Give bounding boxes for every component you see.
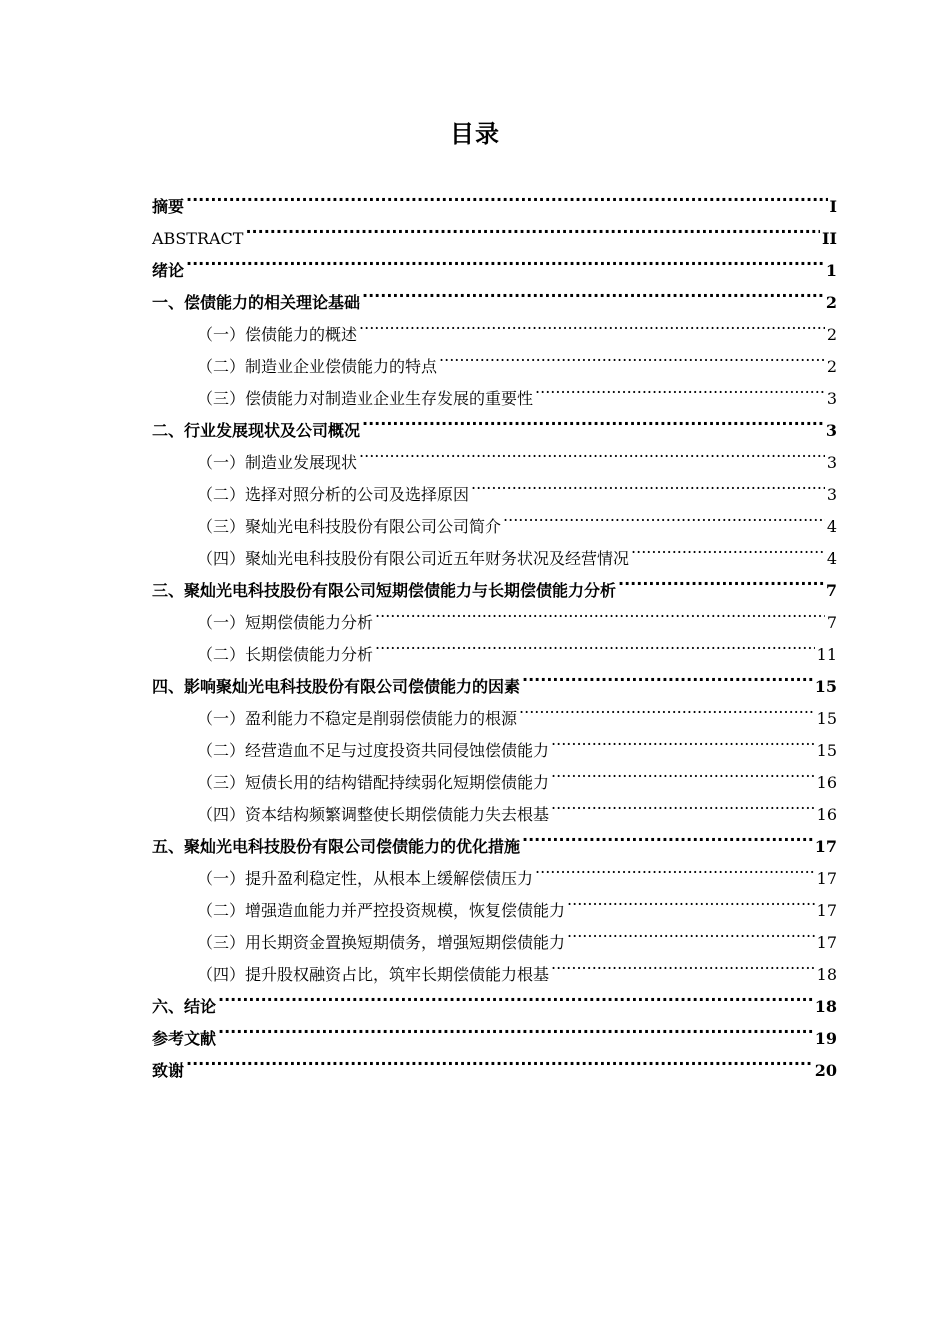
page-title: 目录 (450, 120, 500, 148)
toc-leader-dots (186, 180, 828, 212)
toc-page-number: 4 (826, 517, 837, 536)
toc-entry-label: （二）增强造血能力并严控投资规模，恢复偿债能力 (197, 901, 566, 920)
toc-page-number: 16 (816, 805, 837, 824)
toc-entry-label: （三）聚灿光电科技股份有限公司公司简介 (197, 517, 502, 536)
toc-entry-label: （四）聚灿光电科技股份有限公司近五年财务状况及经营情况 (197, 549, 630, 568)
toc-page-number: 15 (816, 709, 837, 728)
toc-entry-label: （一）短期偿债能力分析 (197, 613, 374, 632)
toc-page-number: 18 (814, 997, 837, 1016)
toc-entry[interactable] (152, 244, 837, 280)
toc-entry-label: 五、聚灿光电科技股份有限公司偿债能力的优化措施 (152, 837, 521, 856)
toc-leader-dots (522, 820, 813, 852)
toc-entry-label: （一）提升盈利稳定性，从根本上缓解偿债压力 (197, 869, 534, 888)
toc-entry-label: （一）制造业发展现状 (197, 453, 358, 472)
toc-leader-dots (503, 500, 825, 532)
toc-page-number: 17 (816, 901, 837, 920)
toc-leader-dots (567, 884, 815, 916)
toc-entry-label: （四）提升股权融资占比，筑牢长期偿债能力根基 (197, 965, 550, 984)
toc-page-number: 17 (816, 869, 837, 888)
toc-leader-dots (551, 724, 815, 756)
toc-entry-label: 二、行业发展现状及公司概况 (152, 421, 361, 440)
toc-leader-dots (551, 948, 815, 980)
toc-leader-dots (631, 532, 825, 564)
toc-page-number: 15 (816, 741, 837, 760)
toc-page-number: 2 (826, 357, 837, 376)
toc-entry-label: 四、影响聚灿光电科技股份有限公司偿债能力的因素 (152, 677, 521, 696)
table-of-contents (152, 180, 837, 1080)
toc-entry[interactable] (152, 980, 837, 1016)
toc-leader-dots (362, 276, 824, 308)
toc-leader-dots (359, 308, 825, 340)
toc-page-number: II (822, 229, 837, 248)
toc-leader-dots (186, 244, 824, 276)
toc-entry-label: ABSTRACT (152, 229, 244, 248)
toc-entry-label: （三）短债长用的结构错配持续弱化短期偿债能力 (197, 773, 550, 792)
toc-entry[interactable] (152, 180, 837, 216)
toc-page-number: 2 (825, 293, 837, 312)
toc-page-number: 3 (826, 453, 837, 472)
toc-leader-dots (535, 852, 815, 884)
toc-entry-label: （二）制造业企业偿债能力的特点 (197, 357, 438, 376)
toc-entry-label: 摘要 (152, 197, 185, 216)
toc-page-number: 3 (826, 485, 837, 504)
toc-entry-label: （二）选择对照分析的公司及选择原因 (197, 485, 470, 504)
toc-entry-label: 一、偿债能力的相关理论基础 (152, 293, 361, 312)
toc-page-number: 1 (825, 261, 837, 280)
toc-page-number: 20 (814, 1061, 837, 1080)
toc-page-number: 3 (826, 389, 837, 408)
toc-entry-label: 致谢 (152, 1061, 185, 1080)
toc-entry-label: 参考文献 (152, 1029, 217, 1048)
toc-entry-label: 六、结论 (152, 997, 217, 1016)
toc-page-number: 4 (826, 549, 837, 568)
toc-leader-dots (522, 660, 813, 692)
toc-entry-label: （一）偿债能力的概述 (197, 325, 358, 344)
toc-entry[interactable] (152, 1012, 837, 1048)
toc-page-number: 19 (814, 1029, 837, 1048)
toc-entry[interactable] (152, 276, 837, 312)
toc-leader-dots (471, 468, 825, 500)
toc-entry-label: （二）经营造血不足与过度投资共同侵蚀偿债能力 (197, 741, 550, 760)
toc-leader-dots (551, 788, 815, 820)
toc-page-number: 3 (825, 421, 837, 440)
toc-page-number: 17 (814, 837, 837, 856)
toc-leader-dots (535, 372, 825, 404)
toc-leader-dots (439, 340, 825, 372)
toc-leader-dots (245, 212, 820, 244)
toc-entry[interactable] (152, 212, 837, 248)
toc-page-number: 7 (825, 581, 837, 600)
toc-leader-dots (218, 1012, 813, 1044)
toc-entry[interactable] (152, 1044, 837, 1080)
toc-entry-label: （四）资本结构频繁调整使长期偿债能力失去根基 (197, 805, 550, 824)
toc-page-number: I (829, 197, 837, 216)
toc-page-number: 11 (816, 645, 837, 664)
toc-leader-dots (519, 692, 815, 724)
toc-leader-dots (362, 404, 824, 436)
toc-leader-dots (375, 628, 815, 660)
toc-page-number: 7 (826, 613, 837, 632)
toc-leader-dots (186, 1044, 813, 1076)
toc-entry-label: （一）盈利能力不稳定是削弱偿债能力的根源 (197, 709, 518, 728)
toc-page-number: 2 (826, 325, 837, 344)
toc-page-number: 18 (816, 965, 837, 984)
toc-page-number: 15 (814, 677, 837, 696)
toc-entry-label: （二）长期偿债能力分析 (197, 645, 374, 664)
toc-leader-dots (567, 916, 815, 948)
toc-entry-label: 绪论 (152, 261, 185, 280)
toc-page-number: 16 (816, 773, 837, 792)
toc-leader-dots (359, 436, 825, 468)
toc-page-number: 17 (816, 933, 837, 952)
toc-entry-label: （三）用长期资金置换短期债务，增强短期偿债能力 (197, 933, 566, 952)
toc-leader-dots (218, 980, 813, 1012)
toc-entry-label: （三）偿债能力对制造业企业生存发展的重要性 (197, 389, 534, 408)
toc-leader-dots (375, 596, 825, 628)
toc-leader-dots (618, 564, 824, 596)
toc-entry-label: 三、聚灿光电科技股份有限公司短期偿债能力与长期偿债能力分析 (152, 581, 617, 600)
toc-leader-dots (551, 756, 815, 788)
